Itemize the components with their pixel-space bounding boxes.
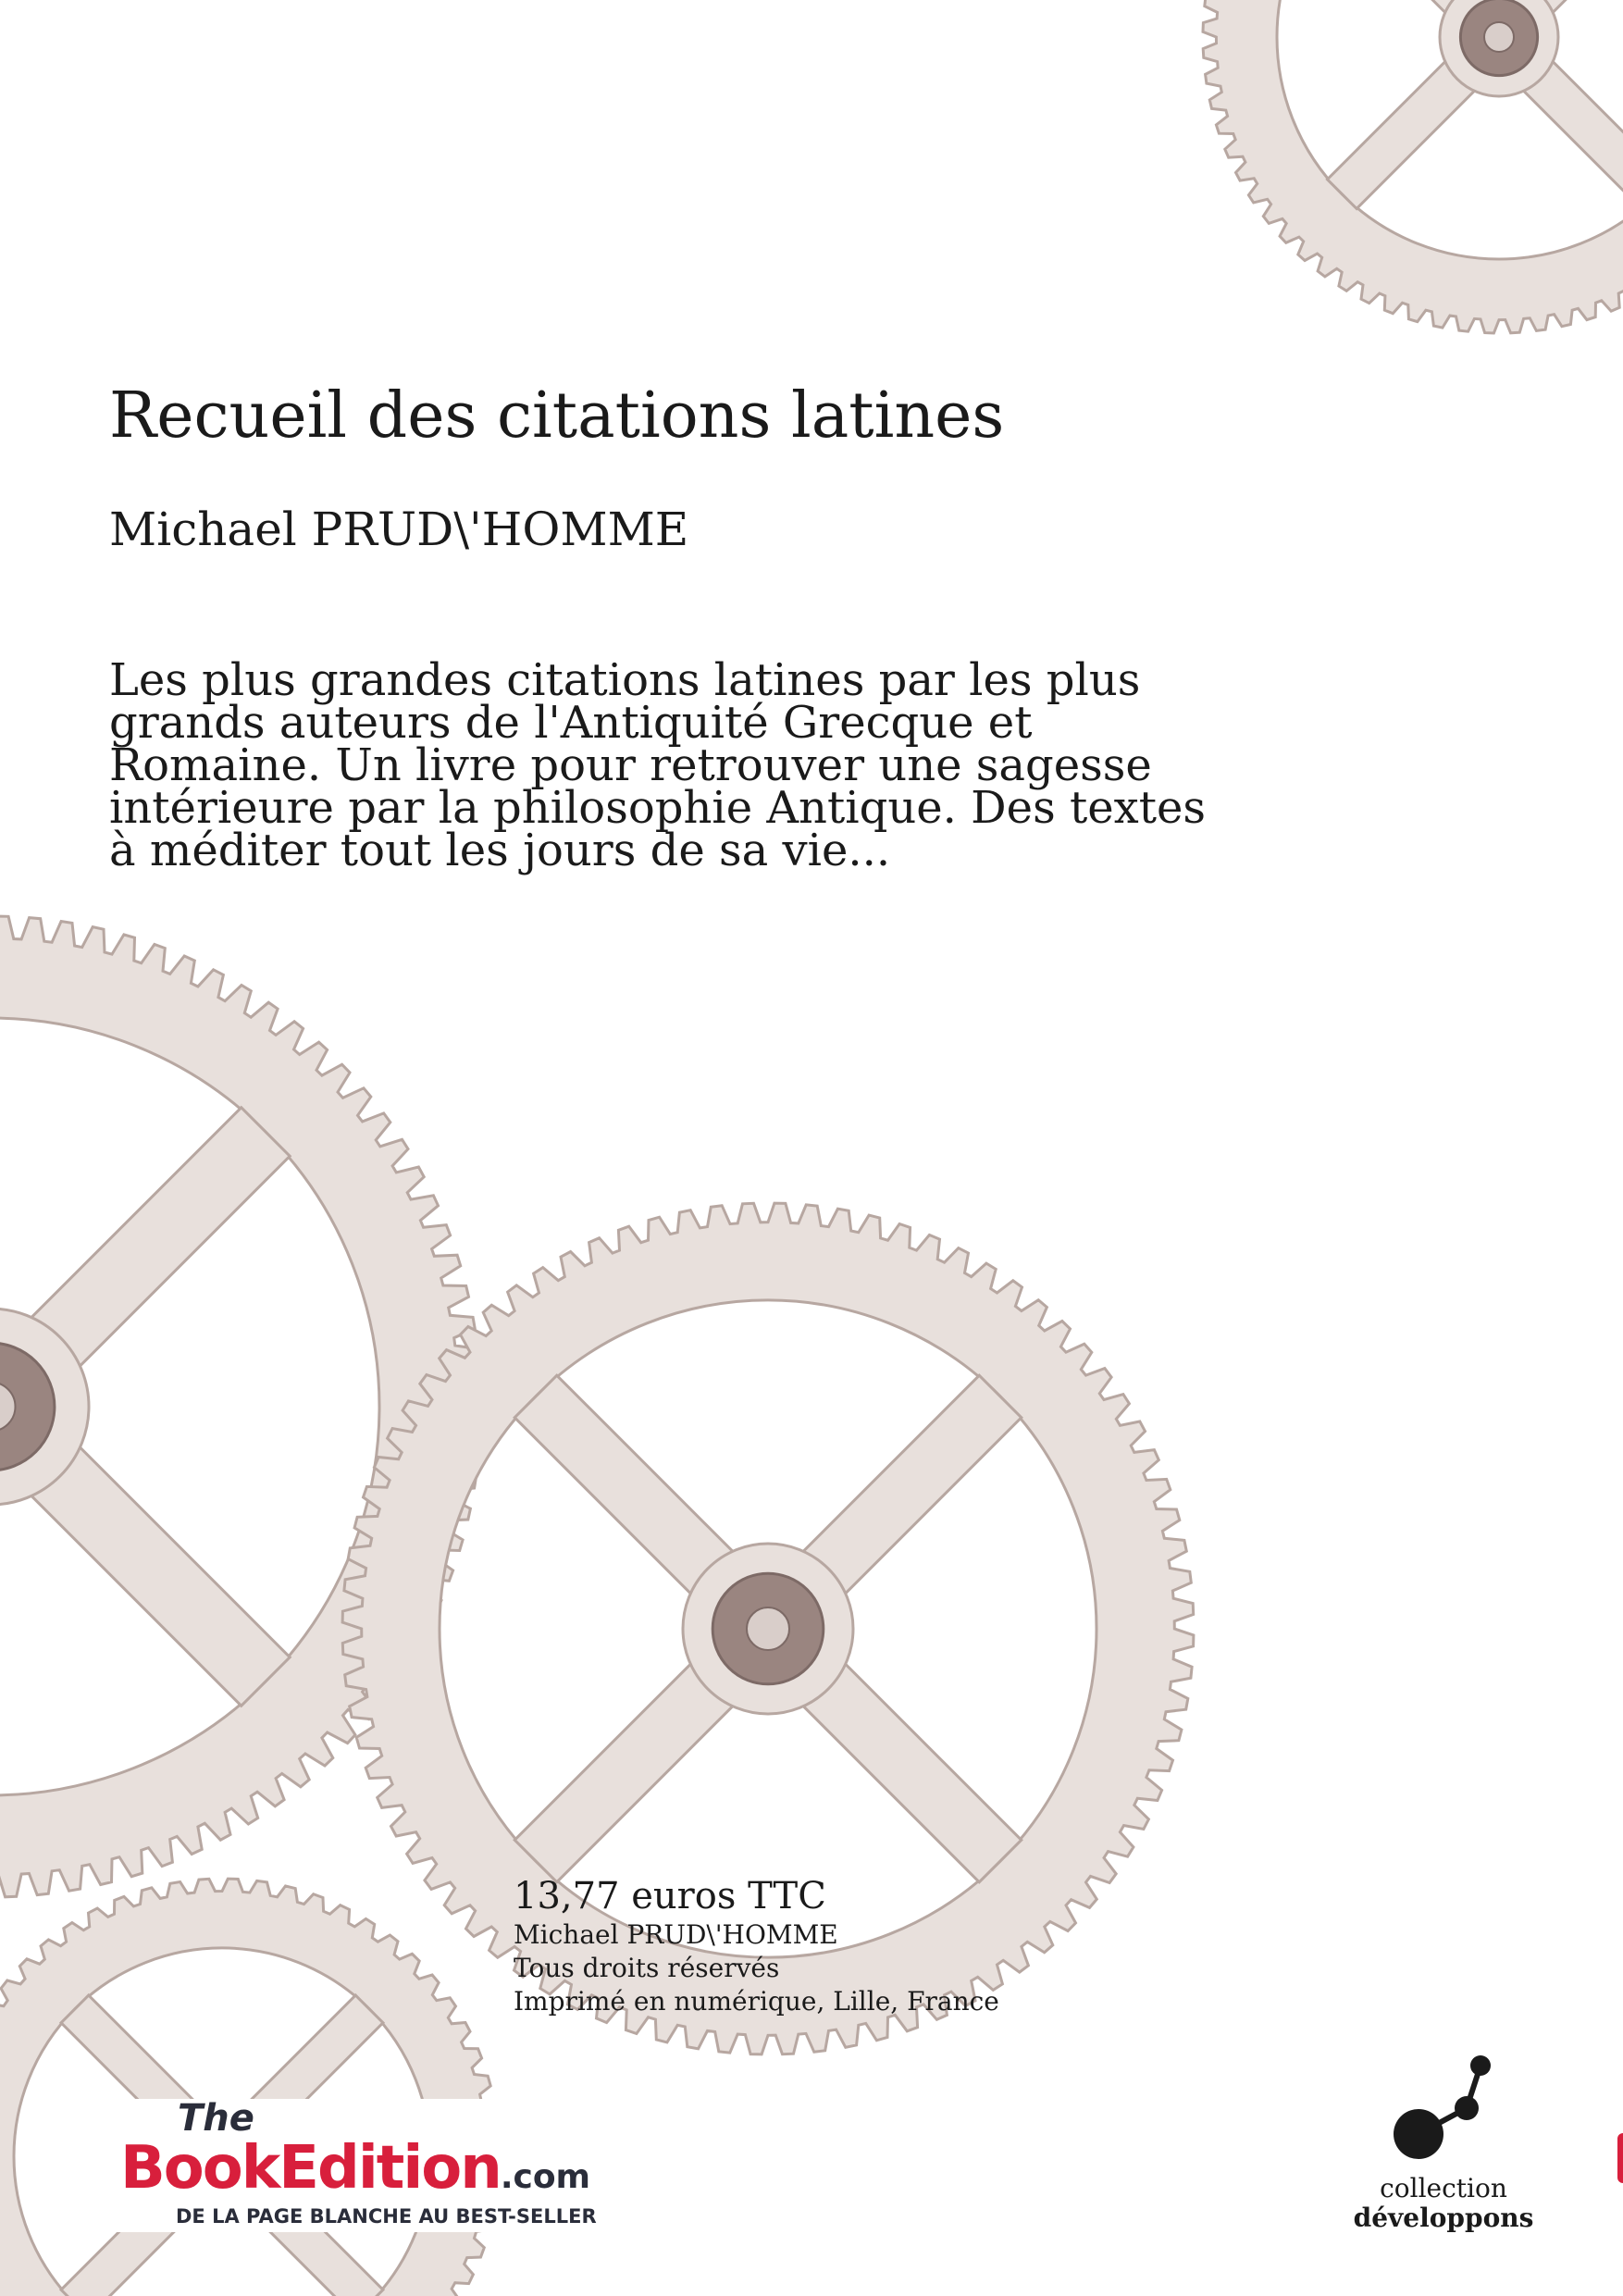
publisher-tagline: DE LA PAGE BLANCHE AU BEST-SELLER	[176, 2205, 597, 2228]
book-price: 13,77 euros TTC	[514, 1875, 826, 1917]
gear-axle	[747, 1607, 789, 1650]
book-summary: Les plus grandes citations latines par les plus grands auteurs de l'Antiquité Grecque et Romaine. Un livre pour retrouver une sagesse intérieure par la philosophie Antique. Des textes à méditer tout les jours de sa vie...	[109, 654, 1207, 876]
collection-name: développons	[1353, 2203, 1534, 2233]
imprint-author: Michael PRUD\'HOMME	[514, 1919, 838, 1950]
imprint-block	[514, 1874, 1161, 2018]
gear-top-right-icon	[1203, 0, 1623, 333]
collection-label: collection	[1380, 2173, 1507, 2203]
publisher-logo	[109, 2099, 650, 2232]
gear-bottom-left-icon	[0, 1879, 500, 2296]
molecule-icon	[1374, 2045, 1513, 2166]
publisher-logo-name: BookEdition	[120, 2134, 501, 2203]
imprint-rights: Tous droits réservés	[514, 1953, 780, 1983]
gear-rim	[1203, 0, 1623, 333]
imprint-printing: Imprimé en numérique, Lille, France	[514, 1986, 999, 2017]
publisher-logo-prefix: The	[178, 2097, 254, 2140]
book-author: Michael PRUD\'HOMME	[109, 503, 689, 556]
gear-rim	[0, 1879, 500, 2296]
publisher-logo-tld: .com	[500, 2158, 591, 2196]
book-title: Recueil des citations latines	[109, 379, 1005, 453]
gear-axle	[1484, 22, 1514, 52]
edge-mark	[1617, 2133, 1623, 2183]
collection-logo	[1332, 2045, 1555, 2267]
